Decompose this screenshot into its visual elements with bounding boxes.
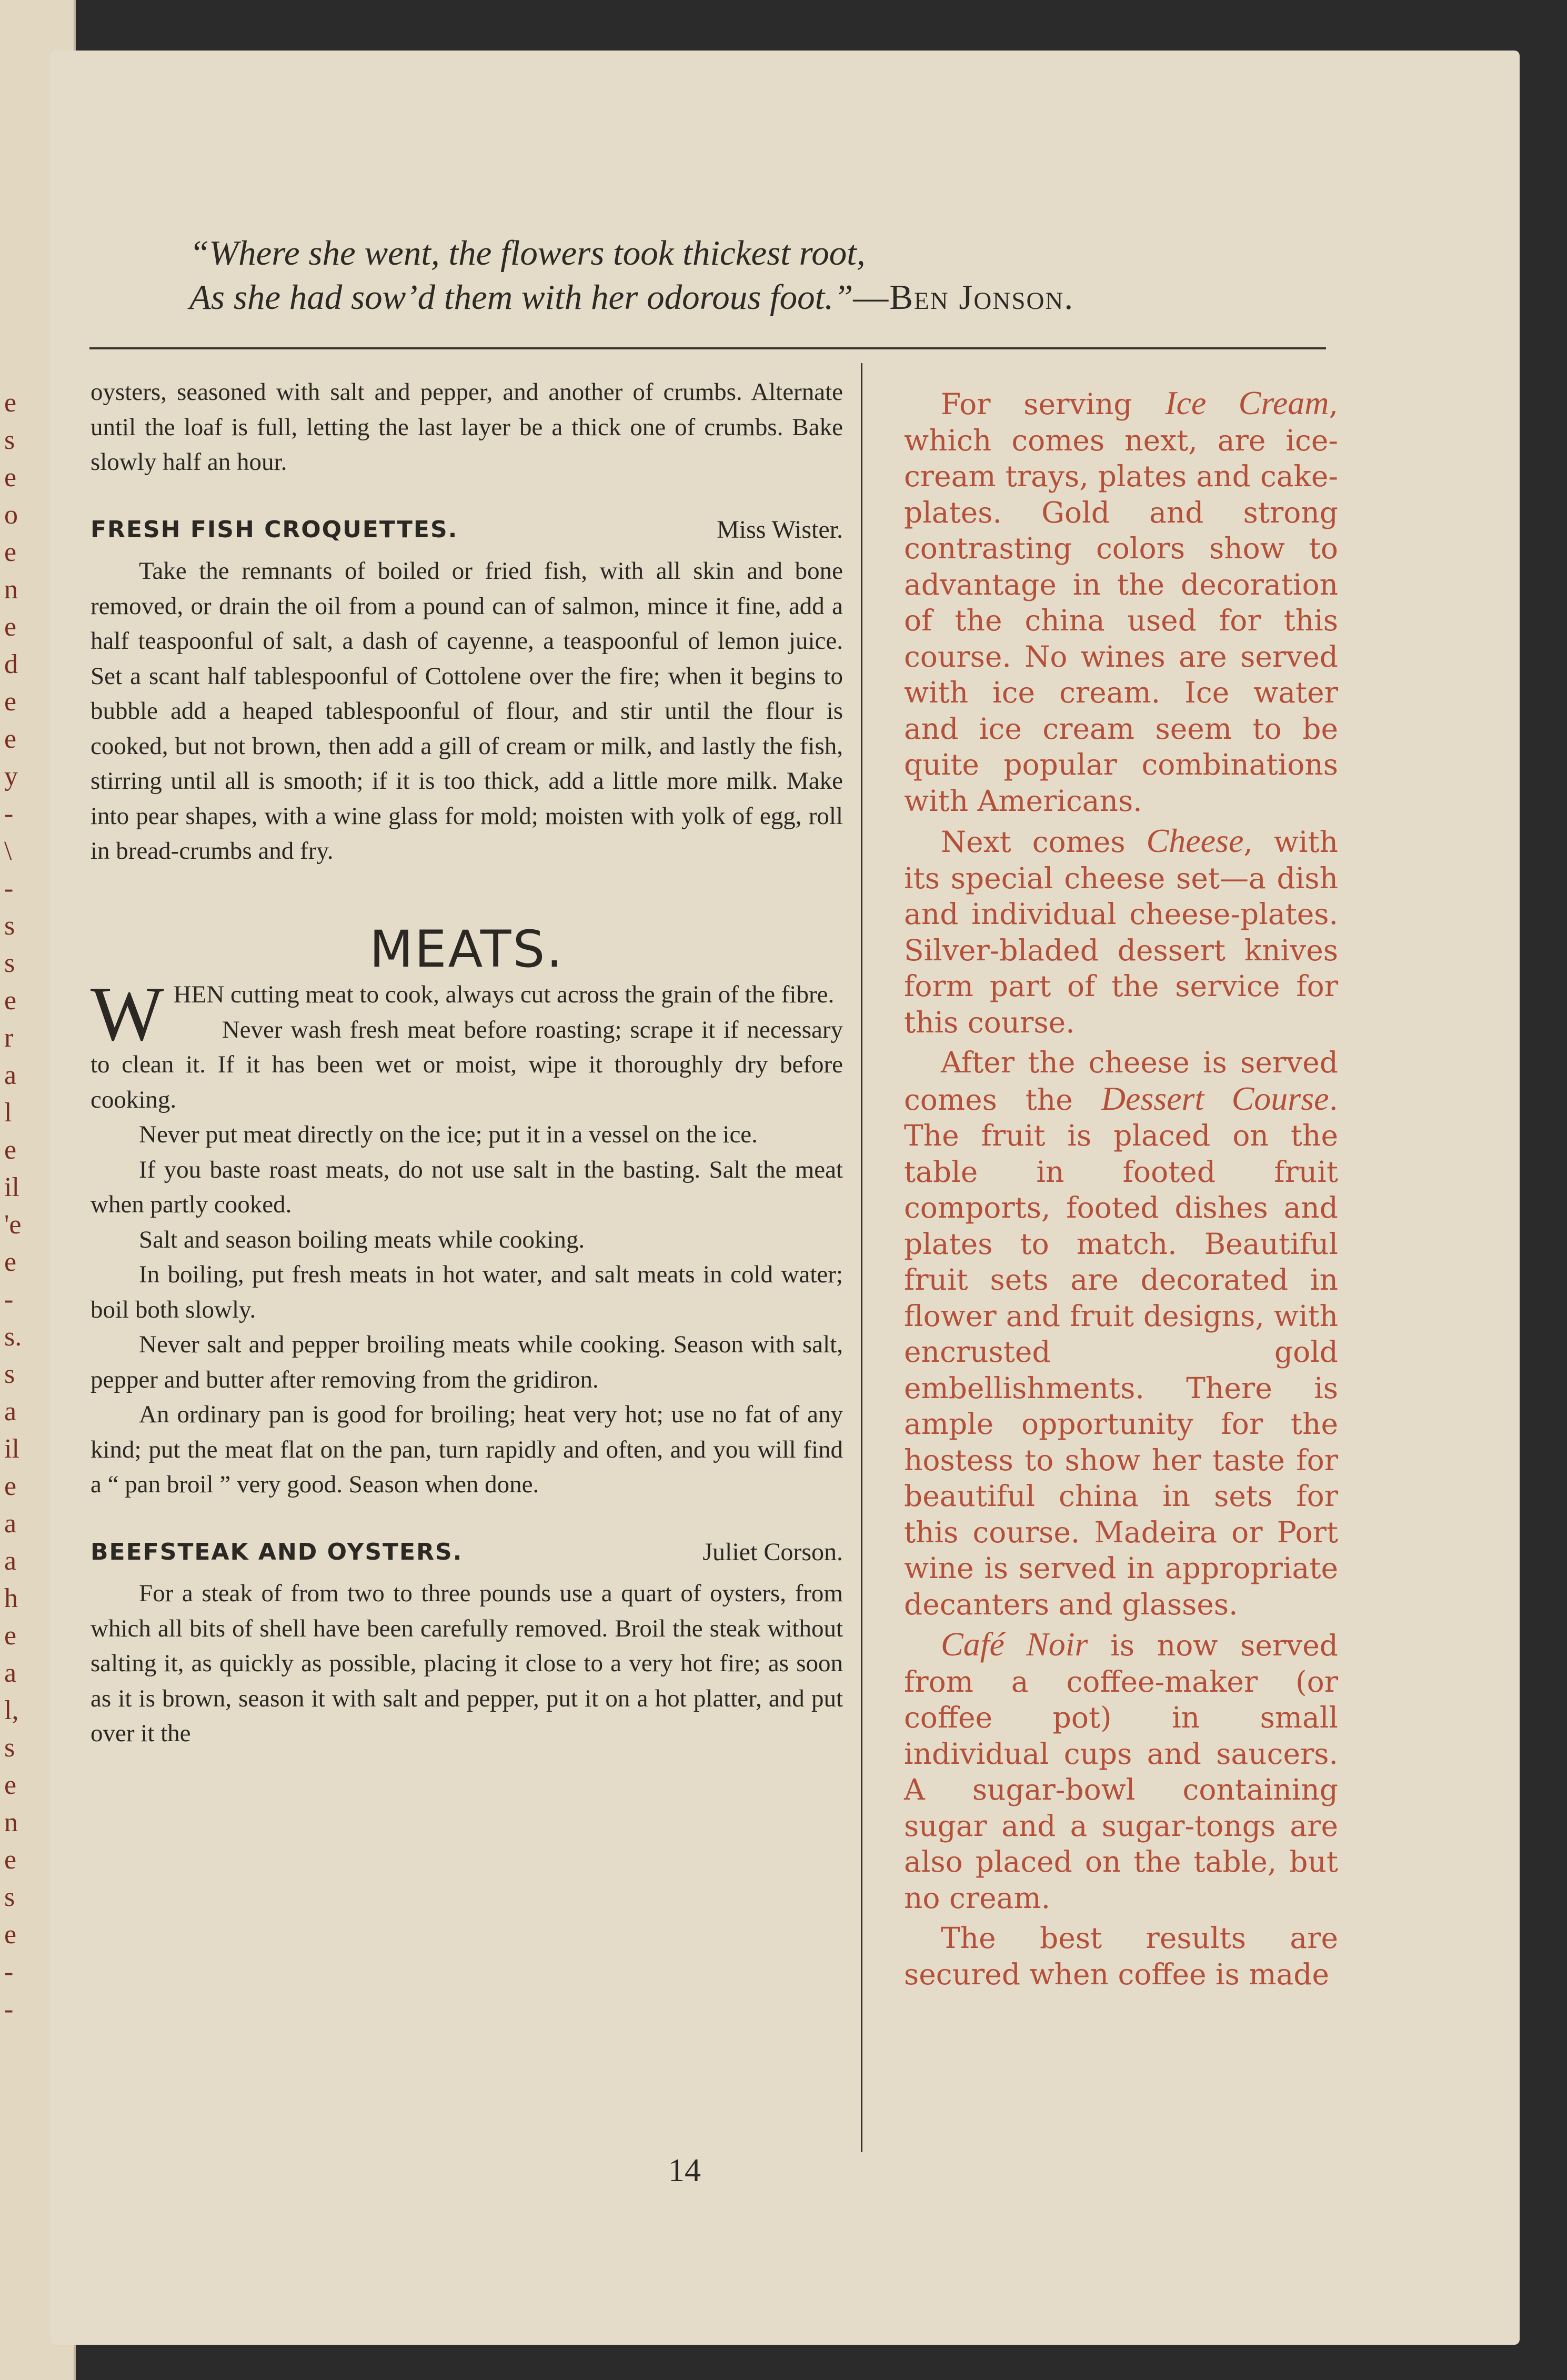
epigraph-line-1: “Where she went, the flowers took thickest root, [189, 234, 866, 273]
gutter-letter: a [4, 1509, 17, 1539]
gutter-letter: - [4, 799, 14, 829]
epigraph-attribution: —Ben Jonson. [853, 277, 1074, 317]
gutter-letter: a [4, 1060, 17, 1090]
gutter-letter: s [4, 425, 15, 455]
gutter-letter: - [4, 873, 14, 903]
right-paragraph [904, 385, 1338, 819]
gutter-letter: - [4, 1957, 14, 1987]
gutter-letter: r [4, 1023, 14, 1053]
epigraph [158, 232, 1368, 320]
header-rule [89, 347, 1326, 349]
gutter-letter: s. [4, 1322, 22, 1352]
gutter-letter: e [4, 1247, 17, 1277]
text: . The fruit is placed on the table in footed fruit comports, footed dishes and plates to match. Beautiful fruit sets are decorated in flower and fruit designs, with encrusted gold embellishments. There is ample opportunity for the hostess to show her taste for beautiful china in sets for this course. Madeira or Port wine is served in appropriate decanters and glasses. [904, 1082, 1339, 1621]
meats-paragraph: Salt and season boiling meats while cooking. [139, 1226, 585, 1253]
gutter-letter: d [4, 649, 18, 679]
left-column [91, 375, 843, 1751]
gutter-letter: e [4, 1471, 17, 1501]
right-paragraph [904, 823, 1338, 1040]
gutter-letter: s [4, 911, 15, 941]
column-divider [861, 363, 862, 2152]
emphasis: Ice Cream [1165, 384, 1329, 421]
gutter-letter: e [4, 986, 17, 1016]
gutter-letter: l, [4, 1695, 19, 1725]
meats-paragraph: Never salt and pepper broiling meats while cooking. Season with salt, pepper and butter after removing from the gridiron. [91, 1331, 843, 1393]
gutter-letter: e [4, 463, 17, 493]
gutter-letter: e [4, 388, 17, 418]
right-paragraph: The best results are secured when coffee is made [904, 1921, 1338, 1991]
gutter-letter: e [4, 1920, 17, 1950]
gutter-letter: e [4, 1845, 17, 1875]
recipe-author: Miss Wister. [717, 515, 843, 544]
gutter-letter: n [4, 1807, 18, 1837]
gutter-letter: n [4, 575, 18, 605]
gutter-letter: a [4, 1397, 17, 1427]
section-heading: MEATS. [369, 919, 564, 979]
epigraph-line-2 [158, 276, 1368, 320]
meats-paragraph: Never wash fresh meat before roasting; scrape it if necessary to clean it. If it has been wet or moist, wipe it thoroughly dry before cooking. [91, 1016, 843, 1113]
gutter-letter: - [4, 1994, 14, 2024]
gutter-letter: h [4, 1583, 18, 1613]
gutter-letter: e [4, 537, 17, 567]
right-paragraph [904, 1045, 1338, 1622]
epigraph-line-2-text: As she had sow’d them with her odorous foot.” [189, 277, 853, 317]
text: Next comes [941, 825, 1147, 859]
recipe-body: For a steak of from two to three pounds use a quart of oysters, from which all bits of shell have been carefully removed. Broil the steak without salting it, as quickly as possible, placing it close to a very hot fire; as soon as it is brown, season it with salt and pepper, put it on a hot platter, and put over it the [91, 1580, 843, 1747]
meats-paragraph: An ordinary pan is good for broiling; heat very hot; use no fat of any kind; put the meat flat on the pan, turn rapidly and often, and you will find a “ pan broil ” very good. Season when done. [91, 1401, 843, 1498]
right-column [904, 385, 1338, 1996]
meats-paragraph: In boiling, put fresh meats in hot water, and salt meats in cold water; boil both slowly. [91, 1261, 843, 1323]
gutter-letter: e [4, 1135, 17, 1165]
gutter-letter: il [4, 1434, 19, 1464]
recipe-heading-fish [91, 513, 843, 548]
text: For serving [941, 387, 1166, 421]
recipe-heading-beefsteak [91, 1535, 843, 1570]
gutter-letter: e [4, 687, 17, 717]
recipe-body: Take the remnants of boiled or fried fish, with all skin and bone removed, or drain the oil from a pound can of salmon, mince it fine, add a half teaspoonful of salt, a dash of cayenne, a teaspoonful of lemon juice. Set a scant half tablespoonful of Cottolene over the fire; when it begins to bubble add a heaped tablespoonful of flour, and stir until the flour is cooked, but not brown, then add a gill of cream or milk, and lastly the fish, stirring until all is smooth; if it is too thick, add a little more milk. Make into pear shapes, with a wine glass for mold; moisten with yolk of egg, roll in bread-crumbs and fry. [91, 557, 843, 865]
continued-paragraph: oysters, seasoned with salt and pepper, and another of crumbs. Alternate until the loaf is full, letting the last layer be a thick one of crumbs. Bake slowly half an hour. [91, 378, 843, 476]
meats-paragraph: If you baste roast meats, do not use salt in the basting. Salt the meat when partly cooked. [91, 1156, 843, 1218]
gutter-letter: e [4, 724, 17, 754]
text: is now served from a coffee-maker (or coffee pot) in small individual cups and saucers. A sugar-bowl containing sugar and a sugar-tongs are also placed on the table, but no cream. [904, 1629, 1338, 1915]
meats-paragraph: Never put meat directly on the ice; put it in a vessel on the ice. [139, 1121, 758, 1148]
gutter-letter: o [4, 500, 18, 530]
right-paragraph [904, 1626, 1338, 1916]
page-number: 14 [668, 2153, 701, 2188]
gutter-letter: s [4, 1733, 15, 1763]
meats-first-text: HEN cutting meat to cook, always cut across the grain of the fibre. [173, 981, 835, 1008]
gutter-letter: a [4, 1546, 17, 1576]
recipe-title: FRESH FISH CROQUETTES. [91, 516, 458, 543]
gutter-letter: s [4, 1882, 15, 1912]
meats-paragraph [91, 971, 843, 1057]
gutter-letter: - [4, 1284, 14, 1314]
gutter-letter: a [4, 1658, 17, 1688]
emphasis: Cheese [1146, 822, 1244, 859]
gutter-letter: il [4, 1172, 19, 1202]
gutter-letter: s [4, 948, 15, 978]
recipe-title: BEEFSTEAK AND OYSTERS. [91, 1538, 463, 1565]
emphasis: Café Noir [941, 1625, 1088, 1663]
gutter-letter: l [4, 1098, 12, 1128]
drop-cap: W [91, 971, 164, 1057]
gutter-letter: e [4, 612, 17, 642]
gutter-letter: \ [4, 836, 12, 866]
recipe-author: Juliet Corson. [702, 1538, 843, 1566]
gutter-letter: 'e [4, 1210, 22, 1240]
text: , with its special cheese set—a dish and individual cheese-plates. Silver-bladed dessert knives form part of the service for this course. [904, 825, 1338, 1039]
text: After the cheese is served comes the [904, 1046, 1338, 1117]
emphasis: Dessert Course [1101, 1079, 1329, 1117]
gutter-letter: e [4, 1770, 17, 1800]
gutter-letter: s [4, 1359, 15, 1389]
text: , which comes next, are ice-cream trays, plates and cake-plates. Gold and strong contrasting colors show to advantage in the decoration of the china used for this course. No wines are served with ice cream. Ice water and ice cream seem to be quite popular combinations with Americans. [904, 387, 1338, 818]
gutter-letter: y [4, 761, 18, 791]
gutter-letter: e [4, 1621, 17, 1651]
